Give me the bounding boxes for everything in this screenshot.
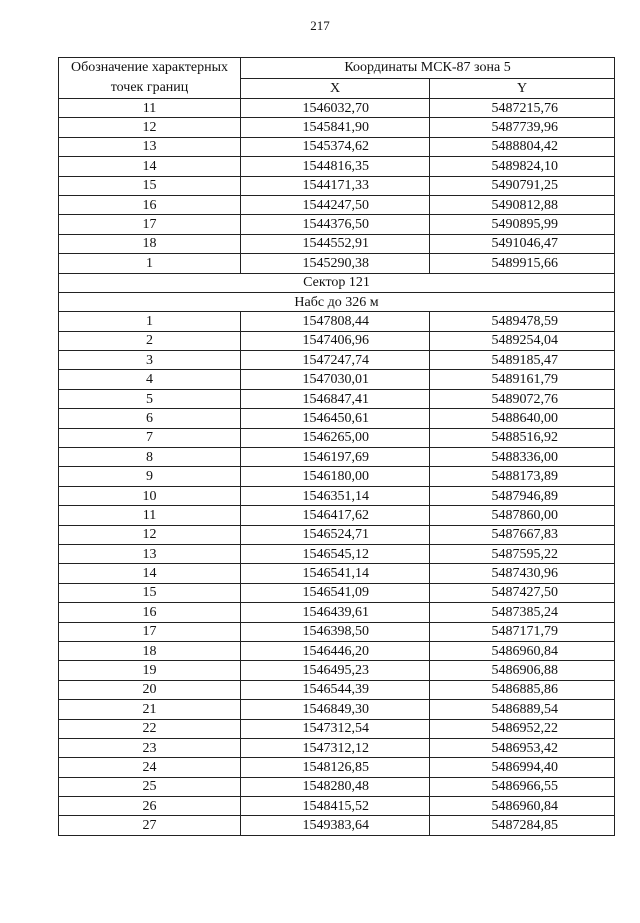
y-value: 5486889,54 [430, 700, 615, 719]
table-row [59, 583, 615, 602]
y-value: 5489915,66 [430, 254, 615, 273]
x-value: 1549383,64 [241, 816, 430, 835]
sector-subtitle-row [59, 292, 615, 311]
x-value: 1544171,33 [241, 176, 430, 195]
x-value: 1544552,91 [241, 234, 430, 253]
y-value: 5490895,99 [430, 215, 615, 234]
x-value: 1546541,09 [241, 583, 430, 602]
x-value: 1546398,50 [241, 622, 430, 641]
point-id: 14 [59, 564, 241, 583]
x-value: 1547312,12 [241, 738, 430, 757]
table-row [59, 603, 615, 622]
sector-title-row [59, 273, 615, 292]
point-id: 15 [59, 583, 241, 602]
y-value: 5487215,76 [430, 99, 615, 118]
point-id: 6 [59, 409, 241, 428]
table-body-bottom [59, 312, 615, 836]
x-value: 1546032,70 [241, 99, 430, 118]
point-id: 3 [59, 351, 241, 370]
x-value: 1545374,62 [241, 137, 430, 156]
y-value: 5487739,96 [430, 118, 615, 137]
table-row [59, 622, 615, 641]
y-value: 5490812,88 [430, 195, 615, 214]
point-id: 11 [59, 99, 241, 118]
y-value: 5487860,00 [430, 506, 615, 525]
x-value: 1545841,90 [241, 118, 430, 137]
y-header: Y [430, 78, 615, 99]
y-value: 5486906,88 [430, 661, 615, 680]
y-value: 5488173,89 [430, 467, 615, 486]
point-id: 27 [59, 816, 241, 835]
table-row [59, 254, 615, 273]
point-id: 13 [59, 137, 241, 156]
coord-system-header: Координаты МСК-87 зона 5 [241, 58, 615, 79]
x-value: 1546524,71 [241, 525, 430, 544]
x-value: 1544247,50 [241, 195, 430, 214]
x-value: 1547247,74 [241, 351, 430, 370]
point-id: 16 [59, 195, 241, 214]
x-value: 1547030,01 [241, 370, 430, 389]
table-row [59, 544, 615, 563]
point-id: 22 [59, 719, 241, 738]
point-id: 4 [59, 370, 241, 389]
x-value: 1546351,14 [241, 486, 430, 505]
point-id: 17 [59, 215, 241, 234]
y-value: 5487595,22 [430, 544, 615, 563]
y-value: 5486885,86 [430, 680, 615, 699]
y-value: 5487946,89 [430, 486, 615, 505]
table-row [59, 234, 615, 253]
x-value: 1547312,54 [241, 719, 430, 738]
x-value: 1545290,38 [241, 254, 430, 273]
x-value: 1546197,69 [241, 448, 430, 467]
table-row [59, 215, 615, 234]
header-row [59, 58, 615, 79]
table-row [59, 99, 615, 118]
table-row [59, 738, 615, 757]
x-value: 1548415,52 [241, 797, 430, 816]
point-id: 25 [59, 777, 241, 796]
table-row [59, 486, 615, 505]
y-value: 5486960,84 [430, 641, 615, 660]
point-id: 2 [59, 331, 241, 350]
table-row [59, 641, 615, 660]
x-value: 1546849,30 [241, 700, 430, 719]
sector-subtitle: Набс до 326 м [59, 292, 615, 311]
point-id: 7 [59, 428, 241, 447]
point-id: 1 [59, 312, 241, 331]
y-value: 5488804,42 [430, 137, 615, 156]
y-value: 5489478,59 [430, 312, 615, 331]
table-row [59, 448, 615, 467]
table-row [59, 564, 615, 583]
table-row [59, 525, 615, 544]
point-id: 18 [59, 641, 241, 660]
point-id: 19 [59, 661, 241, 680]
point-id: 5 [59, 389, 241, 408]
table-row [59, 176, 615, 195]
point-id: 14 [59, 157, 241, 176]
x-value: 1544816,35 [241, 157, 430, 176]
point-id: 12 [59, 525, 241, 544]
sector-header [59, 273, 615, 312]
table-row [59, 370, 615, 389]
y-value: 5487171,79 [430, 622, 615, 641]
table-row [59, 506, 615, 525]
x-value: 1546417,62 [241, 506, 430, 525]
point-id: 20 [59, 680, 241, 699]
point-label-header [59, 58, 241, 99]
x-value: 1547406,96 [241, 331, 430, 350]
point-id: 12 [59, 118, 241, 137]
table-row [59, 331, 615, 350]
table-row [59, 195, 615, 214]
y-value: 5486960,84 [430, 797, 615, 816]
point-id: 26 [59, 797, 241, 816]
point-id: 18 [59, 234, 241, 253]
x-value: 1548280,48 [241, 777, 430, 796]
x-value: 1546265,00 [241, 428, 430, 447]
x-value: 1546450,61 [241, 409, 430, 428]
table-row [59, 409, 615, 428]
point-id: 24 [59, 758, 241, 777]
y-value: 5489072,76 [430, 389, 615, 408]
x-value: 1548126,85 [241, 758, 430, 777]
y-value: 5489161,79 [430, 370, 615, 389]
page-number: 217 [310, 18, 330, 33]
y-value: 5489254,04 [430, 331, 615, 350]
y-value: 5487284,85 [430, 816, 615, 835]
table-row [59, 312, 615, 331]
x-value: 1546847,41 [241, 389, 430, 408]
point-id: 13 [59, 544, 241, 563]
table-row [59, 797, 615, 816]
table-row [59, 428, 615, 447]
point-id: 23 [59, 738, 241, 757]
x-value: 1546545,12 [241, 544, 430, 563]
table-body-top [59, 99, 615, 274]
sector-title: Сектор 121 [59, 273, 615, 292]
point-id: 1 [59, 254, 241, 273]
y-value: 5487385,24 [430, 603, 615, 622]
point-id: 8 [59, 448, 241, 467]
y-value: 5487430,96 [430, 564, 615, 583]
point-id: 15 [59, 176, 241, 195]
coordinates-table [58, 57, 615, 836]
x-value: 1546439,61 [241, 603, 430, 622]
point-id: 11 [59, 506, 241, 525]
point-label-line2: точек границ [110, 80, 189, 95]
table-row [59, 816, 615, 835]
table-row [59, 389, 615, 408]
point-id: 17 [59, 622, 241, 641]
x-value: 1546541,14 [241, 564, 430, 583]
x-header: X [241, 78, 430, 99]
point-label-line1: Обозначение характерных [71, 60, 228, 75]
table-row [59, 719, 615, 738]
y-value: 5487427,50 [430, 583, 615, 602]
y-value: 5489185,47 [430, 351, 615, 370]
y-value: 5489824,10 [430, 157, 615, 176]
y-value: 5486953,42 [430, 738, 615, 757]
y-value: 5490791,25 [430, 176, 615, 195]
table-row [59, 777, 615, 796]
y-value: 5491046,47 [430, 234, 615, 253]
y-value: 5488516,92 [430, 428, 615, 447]
table-row [59, 758, 615, 777]
point-id: 21 [59, 700, 241, 719]
y-value: 5486952,22 [430, 719, 615, 738]
table-row [59, 680, 615, 699]
table-row [59, 351, 615, 370]
y-value: 5486966,55 [430, 777, 615, 796]
table-row [59, 118, 615, 137]
x-value: 1546544,39 [241, 680, 430, 699]
x-value: 1546446,20 [241, 641, 430, 660]
x-value: 1544376,50 [241, 215, 430, 234]
table-row [59, 661, 615, 680]
y-value: 5488336,00 [430, 448, 615, 467]
point-id: 9 [59, 467, 241, 486]
table-row [59, 137, 615, 156]
table-row [59, 700, 615, 719]
x-value: 1546180,00 [241, 467, 430, 486]
point-id: 16 [59, 603, 241, 622]
x-value: 1547808,44 [241, 312, 430, 331]
point-id: 10 [59, 486, 241, 505]
y-value: 5486994,40 [430, 758, 615, 777]
x-value: 1546495,23 [241, 661, 430, 680]
table-row [59, 157, 615, 176]
y-value: 5487667,83 [430, 525, 615, 544]
table-row [59, 467, 615, 486]
y-value: 5488640,00 [430, 409, 615, 428]
